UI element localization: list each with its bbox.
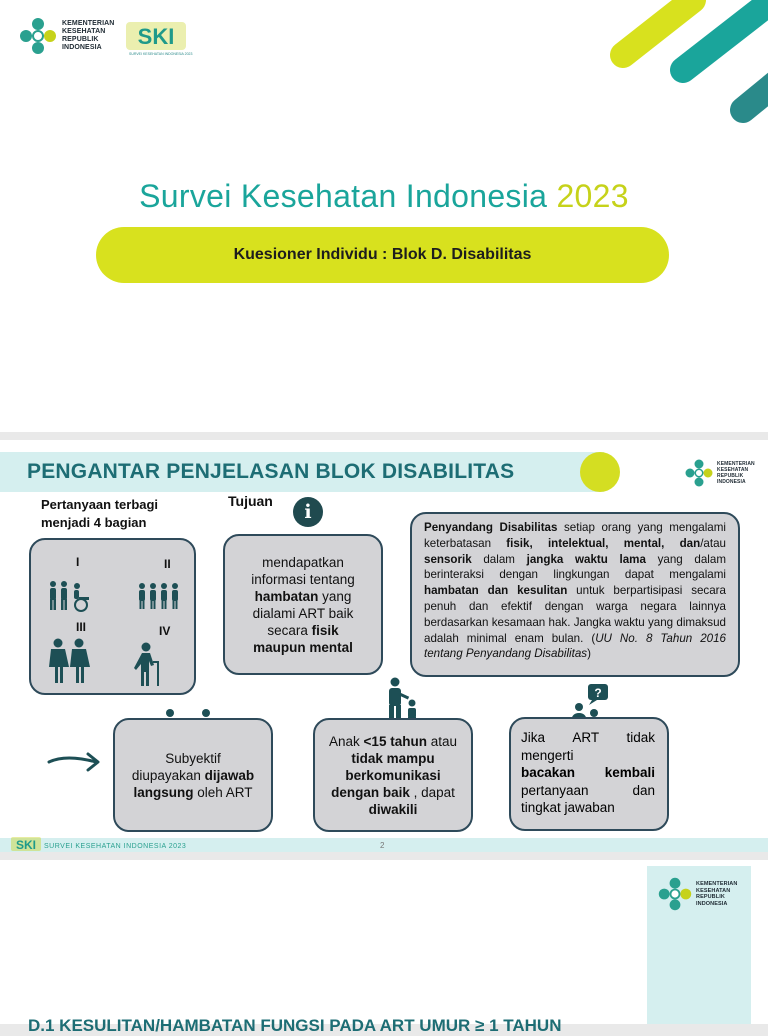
definition-bold: jangka waktu lama <box>526 552 646 566</box>
group-people-icon <box>137 582 183 610</box>
subtitle: Kuesioner Individu : Blok D. Disabilitas <box>233 246 532 263</box>
definition-text: yang dalam berinteraksi dengan lingkungan dapat mengalami <box>424 552 726 582</box>
ski-caption: SURVEI KESEHATAN INDONESIA 2023 <box>129 52 193 56</box>
svg-text:?: ? <box>594 686 602 700</box>
anak-text: Anak <box>329 733 364 749</box>
slide-title: D.1 KESULITAN/HAMBATAN FUNGSI PADA ART UMUR ≥ 1 TAHUN <box>28 1016 562 1035</box>
tujuan-bold: maupun mental <box>253 639 353 655</box>
definition-box <box>410 512 740 677</box>
definition-text: /atau <box>700 536 726 550</box>
jika-bold: bacakan <box>521 765 576 780</box>
decorative-stripes <box>598 0 768 130</box>
parts-title-line1 <box>41 497 184 512</box>
anak-text: atau <box>426 733 457 749</box>
kemenkes-emblem-icon <box>684 458 714 488</box>
subyektif-text: Subyektif <box>165 750 221 766</box>
definition-bold: sensorik <box>424 552 472 566</box>
subtitle-pill <box>96 227 669 283</box>
definition-term: Penyandang Disabilitas <box>424 521 558 534</box>
jika-text: ART <box>572 730 600 745</box>
part-label-3: III <box>76 620 87 634</box>
couple-icon <box>48 638 92 684</box>
definition-bold: fisik, intelektual, mental, dan <box>506 536 701 550</box>
anak-box <box>313 718 473 832</box>
jika-text: pertanyaan <box>521 782 589 798</box>
tujuan-label: Tujuan <box>228 493 273 509</box>
jika-text: dan <box>632 782 655 798</box>
kemenkes-logo-text: KEMENTERIAN KESEHATAN REPUBLIK INDONESIA <box>696 881 738 907</box>
kemenkes-logo-text: KEMENTERIAN KESEHATAN REPUBLIK INDONESIA <box>717 461 755 485</box>
kemenkes-logo-small <box>657 876 737 912</box>
page-title <box>0 178 768 215</box>
tujuan-text: dialami ART baik <box>252 605 354 621</box>
elderly-person-icon <box>133 642 169 686</box>
kemenkes-emblem-icon <box>18 16 58 56</box>
kemenkes-logo <box>18 16 114 56</box>
definition-citation: UU No. 8 Tahun 2016 tentang Penyandang Disabilitas <box>424 631 726 661</box>
jika-bold: kembali <box>604 765 655 780</box>
tujuan-text: mendapatkan <box>262 554 344 570</box>
definition-bold: hambatan dan kesulitan <box>424 584 568 598</box>
jika-text: tidak <box>626 730 655 745</box>
jika-text: tingkat jawaban <box>521 800 615 815</box>
tujuan-bold: fisik <box>311 622 339 638</box>
heading-circle <box>580 452 620 492</box>
ski-logo-small-icon <box>11 836 41 852</box>
subyektif-bold: langsung <box>133 784 194 800</box>
slide-d1 <box>0 860 768 1035</box>
kemenkes-emblem-icon <box>657 876 693 912</box>
title-year: 2023 <box>556 178 629 214</box>
slide-cover <box>0 0 768 432</box>
kemenkes-logo-text: KEMENTERIAN KESEHATAN REPUBLIK INDONESIA <box>62 20 115 51</box>
jika-box <box>509 717 669 831</box>
part-label-1: I <box>76 555 80 569</box>
tujuan-text: yang <box>318 588 352 604</box>
title-main: Survei Kesehatan Indonesia <box>139 178 557 214</box>
anak-bold: dengan baik <box>331 784 410 800</box>
parts-title-line2: menjadi 4 bagian <box>41 515 147 530</box>
definition-text: untuk berpartisipasi secara penuh dan efektif dengan warga negara lainnya berdasarkan kesamaan hak. Jangka waktu yang dimaksud adalah minimal enam bulan. ( <box>424 584 726 645</box>
part-label-4: IV <box>159 624 171 638</box>
subyektif-text: oleh ART <box>193 784 253 800</box>
definition-text: setiap orang yang mengalami keterbatasan <box>424 521 726 550</box>
anak-bold: <15 tahun <box>363 733 427 749</box>
jika-text: Jika <box>521 730 546 745</box>
tujuan-box <box>223 534 383 675</box>
anak-text: , dapat <box>409 784 455 800</box>
info-icon: i <box>293 497 323 527</box>
ski-logo-letters: SKI <box>137 24 175 49</box>
definition-text: ) <box>587 647 591 661</box>
subyektif-bold: dijawab <box>204 767 255 783</box>
arrow-right-icon <box>46 750 102 774</box>
anak-bold: berkomunikasi <box>345 767 441 783</box>
parts-title-text1: Pertanyaan terbagi <box>41 497 159 512</box>
tujuan-bold: hambatan <box>254 588 319 604</box>
subyektif-box <box>113 718 273 832</box>
slide-intro-disability <box>0 440 768 852</box>
parts-box <box>29 538 196 695</box>
footer-text: SURVEI KESEHATAN INDONESIA 2023 <box>44 843 187 850</box>
slide-heading: PENGANTAR PENJELASAN BLOK DISABILITAS <box>27 460 515 483</box>
jika-text: mengerti <box>521 747 574 763</box>
definition-text: dalam <box>471 552 527 566</box>
anak-bold: tidak mampu <box>351 750 435 766</box>
ski-logo-small-letters: SKI <box>15 838 37 852</box>
people-wheelchair-icon <box>47 580 97 612</box>
tujuan-text: informasi tentang <box>251 571 355 587</box>
tujuan-text: secara <box>267 622 312 638</box>
ski-logo-icon <box>126 20 186 52</box>
kemenkes-logo-small <box>684 458 755 488</box>
subyektif-text: diupayakan <box>131 767 205 783</box>
page-number: 2 <box>380 841 385 850</box>
part-label-2: II <box>164 557 171 571</box>
anak-bold: diwakili <box>368 801 418 817</box>
